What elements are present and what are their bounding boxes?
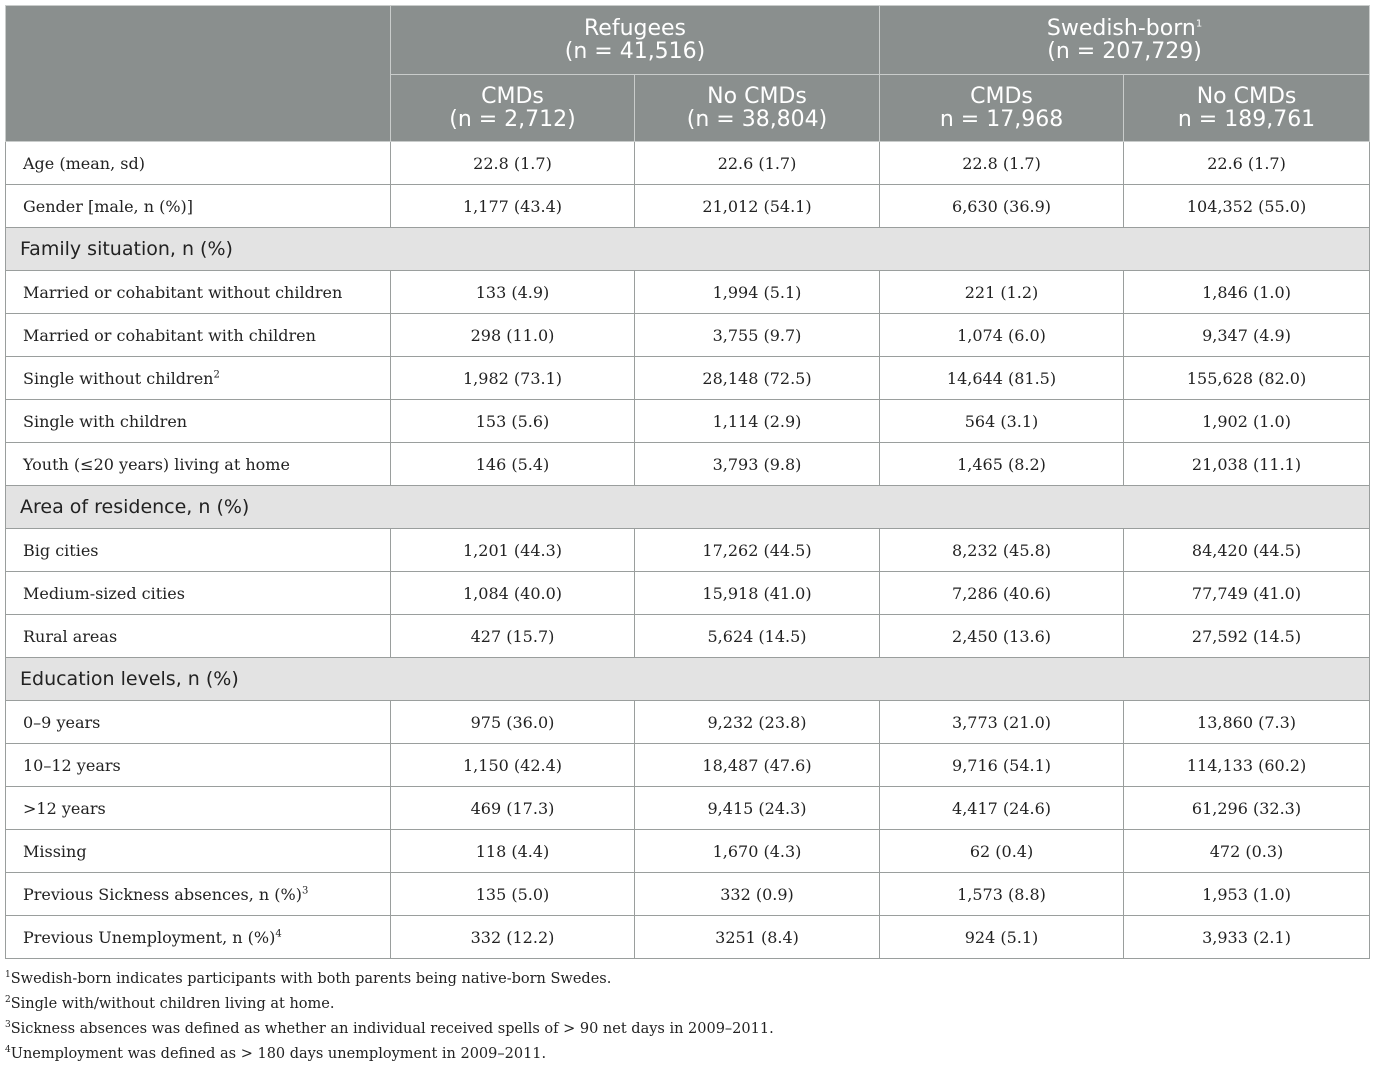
- row-label-cell: [6, 615, 391, 658]
- table-row: [6, 744, 1370, 787]
- header-col-swedish-cmds: [880, 75, 1124, 142]
- table-container: [5, 5, 1369, 1067]
- row-label: Big cities: [23, 540, 99, 560]
- value-cell: 8,232 (45.8): [880, 529, 1124, 572]
- group2-footnote-ref: 1: [1195, 18, 1203, 30]
- footnote: [5, 1017, 1369, 1042]
- row-label: 10–12 years: [23, 755, 121, 775]
- value-cell: 3,755 (9.7): [635, 314, 880, 357]
- row-label: Single without children: [23, 368, 214, 388]
- section-heading: Education levels, n (%): [6, 658, 1370, 701]
- row-label-cell: [6, 873, 391, 916]
- footnote-text: Unemployment was defined as > 180 days unemployment in 2009–2011.: [10, 1046, 547, 1062]
- row-label-cell: [6, 529, 391, 572]
- value-cell: 1,201 (44.3): [391, 529, 635, 572]
- value-cell: 1,982 (73.1): [391, 357, 635, 400]
- value-cell: 332 (0.9): [635, 873, 880, 916]
- footnote-ref: 2: [213, 369, 220, 381]
- section-row: [6, 228, 1370, 271]
- table-row: [6, 357, 1370, 400]
- value-cell: 62 (0.4): [880, 830, 1124, 873]
- group1-n: (n = 41,516): [564, 39, 706, 64]
- value-cell: 22.8 (1.7): [880, 142, 1124, 185]
- value-cell: 15,918 (41.0): [635, 572, 880, 615]
- row-label: >12 years: [23, 798, 106, 818]
- table-row: [6, 314, 1370, 357]
- value-cell: 472 (0.3): [1124, 830, 1370, 873]
- footnote-ref: 3: [301, 885, 309, 897]
- row-label: Youth (≤20 years) living at home: [23, 454, 290, 474]
- value-cell: 6,630 (36.9): [880, 185, 1124, 228]
- value-cell: 1,846 (1.0): [1124, 271, 1370, 314]
- table-row: [6, 443, 1370, 486]
- value-cell: 118 (4.4): [391, 830, 635, 873]
- table-body: [6, 142, 1370, 959]
- header-corner: [6, 6, 391, 142]
- value-cell: 155,628 (82.0): [1124, 357, 1370, 400]
- col4-n: n = 189,761: [1177, 107, 1316, 132]
- row-label-cell: [6, 185, 391, 228]
- row-label-cell: [6, 830, 391, 873]
- col3-title: CMDs: [970, 84, 1033, 109]
- footnote: [5, 992, 1369, 1017]
- col3-n: n = 17,968: [939, 107, 1064, 132]
- value-cell: 1,994 (5.1): [635, 271, 880, 314]
- row-label-cell: [6, 357, 391, 400]
- value-cell: 1,902 (1.0): [1124, 400, 1370, 443]
- value-cell: 9,716 (54.1): [880, 744, 1124, 787]
- value-cell: 17,262 (44.5): [635, 529, 880, 572]
- value-cell: 135 (5.0): [391, 873, 635, 916]
- value-cell: 1,573 (8.8): [880, 873, 1124, 916]
- value-cell: 3,793 (9.8): [635, 443, 880, 486]
- row-label-cell: [6, 572, 391, 615]
- col1-title: CMDs: [481, 84, 544, 109]
- value-cell: 427 (15.7): [391, 615, 635, 658]
- group1-title: Refugees: [583, 16, 687, 41]
- value-cell: 2,450 (13.6): [880, 615, 1124, 658]
- value-cell: 22.8 (1.7): [391, 142, 635, 185]
- header-col-refugees-no-cmds: [635, 75, 880, 142]
- value-cell: 564 (3.1): [880, 400, 1124, 443]
- value-cell: 9,232 (23.8): [635, 701, 880, 744]
- col4-title: No CMDs: [1196, 84, 1297, 109]
- footnote-number: 3: [5, 1020, 11, 1031]
- value-cell: 1,177 (43.4): [391, 185, 635, 228]
- value-cell: 14,644 (81.5): [880, 357, 1124, 400]
- section-heading: Family situation, n (%): [6, 228, 1370, 271]
- value-cell: 3,773 (21.0): [880, 701, 1124, 744]
- value-cell: 104,352 (55.0): [1124, 185, 1370, 228]
- col2-title: No CMDs: [707, 84, 807, 109]
- table-row: [6, 271, 1370, 314]
- section-heading: Area of residence, n (%): [6, 486, 1370, 529]
- value-cell: 133 (4.9): [391, 271, 635, 314]
- value-cell: 1,074 (6.0): [880, 314, 1124, 357]
- footnote-number: 1: [5, 970, 11, 981]
- row-label-cell: [6, 916, 391, 959]
- group2-title: Swedish-born: [1046, 16, 1196, 41]
- value-cell: 27,592 (14.5): [1124, 615, 1370, 658]
- value-cell: 332 (12.2): [391, 916, 635, 959]
- value-cell: 5,624 (14.5): [635, 615, 880, 658]
- value-cell: 298 (11.0): [391, 314, 635, 357]
- footnote-text: Swedish-born indicates participants with both parents being native-born Swedes.: [10, 971, 612, 987]
- footnote-number: 2: [5, 995, 11, 1006]
- row-label: Previous Sickness absences, n (%): [23, 884, 302, 904]
- section-row: [6, 658, 1370, 701]
- row-label: Married or cohabitant without children: [23, 282, 343, 302]
- table-row: [6, 830, 1370, 873]
- header-row-groups: [6, 6, 1370, 75]
- table-row: [6, 572, 1370, 615]
- value-cell: 13,860 (7.3): [1124, 701, 1370, 744]
- table-row: [6, 615, 1370, 658]
- value-cell: 1,670 (4.3): [635, 830, 880, 873]
- table-row: [6, 400, 1370, 443]
- row-label: Single with children: [23, 411, 188, 431]
- value-cell: 9,347 (4.9): [1124, 314, 1370, 357]
- row-label-cell: [6, 443, 391, 486]
- footnote-text: Sickness absences was defined as whether an individual received spells of > 90 net days in 2009–2011.: [10, 1021, 774, 1037]
- data-table: [5, 5, 1370, 959]
- footnote-number: 4: [5, 1045, 11, 1056]
- value-cell: 1,150 (42.4): [391, 744, 635, 787]
- header-group-refugees: [391, 6, 880, 75]
- header-col-refugees-cmds: [391, 75, 635, 142]
- value-cell: 22.6 (1.7): [1124, 142, 1370, 185]
- value-cell: 221 (1.2): [880, 271, 1124, 314]
- value-cell: 28,148 (72.5): [635, 357, 880, 400]
- row-label-cell: [6, 314, 391, 357]
- row-label-cell: [6, 701, 391, 744]
- row-label-cell: [6, 744, 391, 787]
- value-cell: 1,465 (8.2): [880, 443, 1124, 486]
- value-cell: 21,012 (54.1): [635, 185, 880, 228]
- value-cell: 469 (17.3): [391, 787, 635, 830]
- value-cell: 18,487 (47.6): [635, 744, 880, 787]
- row-label: Missing: [23, 841, 87, 861]
- group2-n: (n = 207,729): [1047, 39, 1202, 64]
- value-cell: 146 (5.4): [391, 443, 635, 486]
- section-row: [6, 486, 1370, 529]
- row-label: 0–9 years: [23, 712, 101, 732]
- value-cell: 84,420 (44.5): [1124, 529, 1370, 572]
- table-row: [6, 529, 1370, 572]
- table-row: [6, 701, 1370, 744]
- row-label-cell: [6, 142, 391, 185]
- col1-n: (n = 2,712): [449, 107, 576, 132]
- row-label: Married or cohabitant with children: [23, 325, 316, 345]
- table-row: [6, 787, 1370, 830]
- footnotes: [5, 967, 1369, 1067]
- value-cell: 1,084 (40.0): [391, 572, 635, 615]
- header-col-swedish-no-cmds: [1124, 75, 1370, 142]
- footnote: [5, 967, 1369, 992]
- row-label: Previous Unemployment, n (%): [23, 927, 276, 947]
- row-label: Gender [male, n (%)]: [23, 196, 194, 216]
- value-cell: 4,417 (24.6): [880, 787, 1124, 830]
- value-cell: 1,953 (1.0): [1124, 873, 1370, 916]
- footnote-text: Single with/without children living at home.: [10, 996, 335, 1012]
- col2-n: (n = 38,804): [686, 107, 828, 132]
- row-label: Rural areas: [23, 626, 118, 646]
- value-cell: 975 (36.0): [391, 701, 635, 744]
- value-cell: 1,114 (2.9): [635, 400, 880, 443]
- value-cell: 7,286 (40.6): [880, 572, 1124, 615]
- header-group-swedish-born: [880, 6, 1370, 75]
- row-label-cell: [6, 400, 391, 443]
- table-row: [6, 873, 1370, 916]
- row-label: Age (mean, sd): [23, 153, 145, 173]
- value-cell: 9,415 (24.3): [635, 787, 880, 830]
- table-row: [6, 142, 1370, 185]
- value-cell: 114,133 (60.2): [1124, 744, 1370, 787]
- table-row: [6, 916, 1370, 959]
- value-cell: 77,749 (41.0): [1124, 572, 1370, 615]
- row-label: Medium-sized cities: [23, 583, 185, 603]
- table-row: [6, 185, 1370, 228]
- value-cell: 21,038 (11.1): [1124, 443, 1370, 486]
- value-cell: 61,296 (32.3): [1124, 787, 1370, 830]
- value-cell: 22.6 (1.7): [635, 142, 880, 185]
- value-cell: 3251 (8.4): [635, 916, 880, 959]
- footnote-ref: 4: [275, 928, 282, 940]
- value-cell: 153 (5.6): [391, 400, 635, 443]
- footnote: [5, 1042, 1369, 1067]
- value-cell: 3,933 (2.1): [1124, 916, 1370, 959]
- value-cell: 924 (5.1): [880, 916, 1124, 959]
- row-label-cell: [6, 787, 391, 830]
- row-label-cell: [6, 271, 391, 314]
